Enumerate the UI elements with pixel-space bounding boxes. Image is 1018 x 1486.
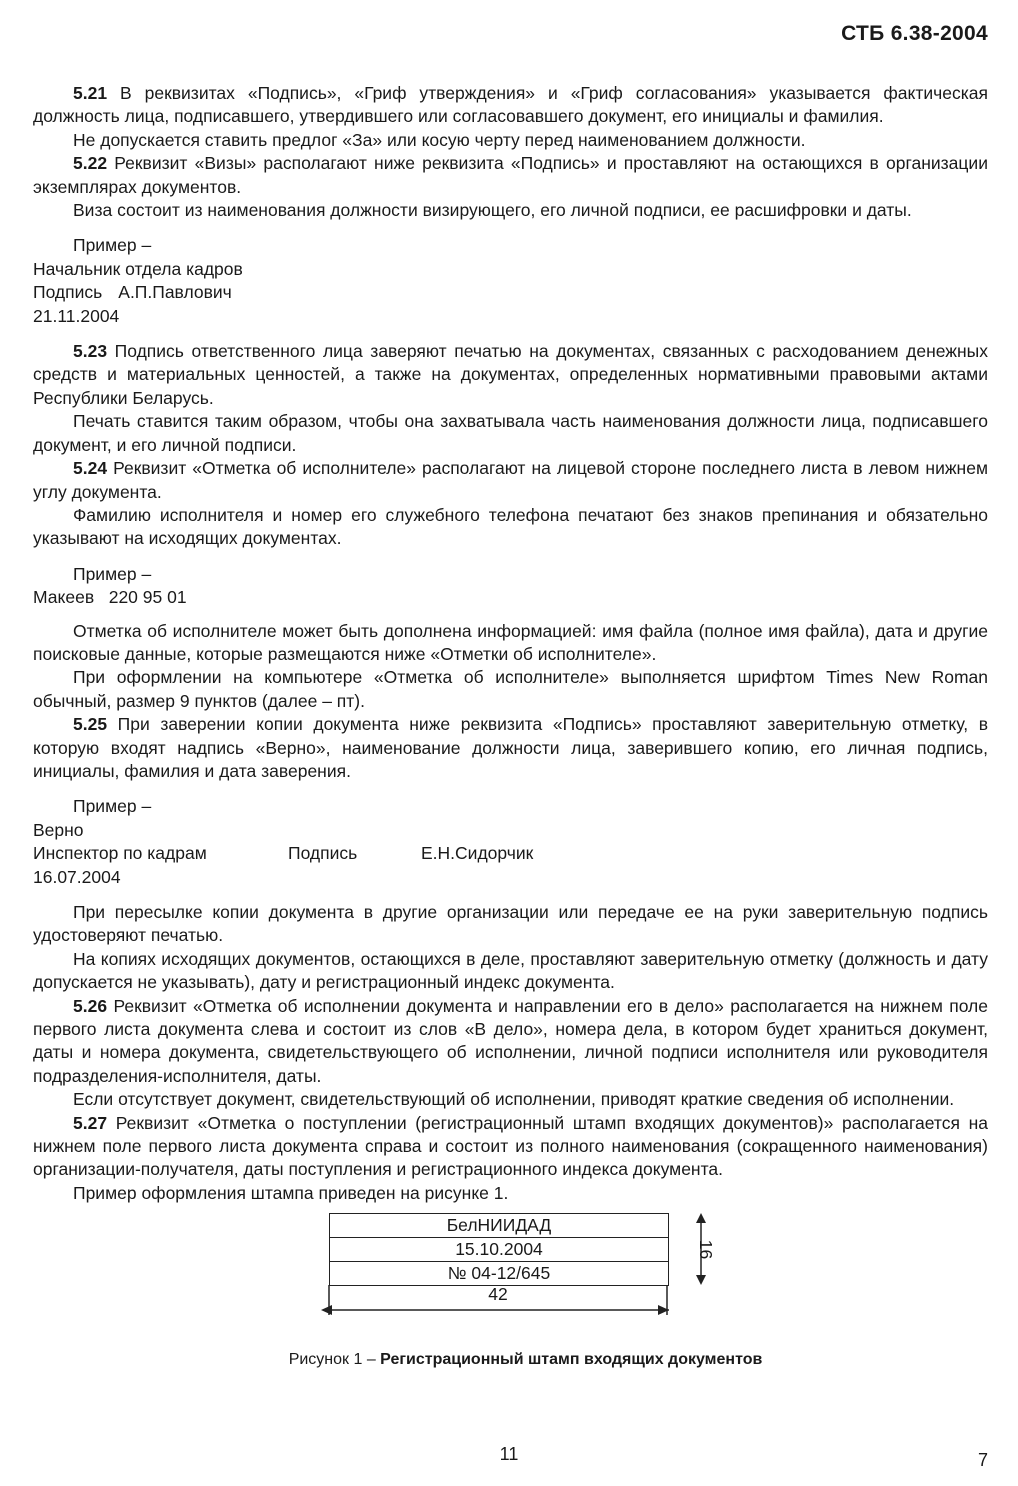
- paragraph-text: В реквизитах «Подпись», «Гриф утверждения» и «Гриф согласования» указывается фактическая должность лица, подписавшего, утвердившего или согласовавшего документ, его инициалы и фамилия.: [33, 83, 988, 127]
- figure-caption: [33, 1351, 988, 1369]
- paragraph-text: Реквизит «Визы» располагают ниже реквизита «Подпись» и проставляют на остающихся в организации экземплярах документов.: [33, 153, 988, 197]
- section-number: 5.26: [73, 995, 108, 1016]
- example-name: А.П.Павлович: [118, 282, 232, 303]
- example-name: Е.Н.Сидорчик: [421, 843, 534, 864]
- paragraph: При оформлении на компьютере «Отметка об исполнителе» выполняется шрифтом Times New Roman обычный, размер 9 пунктов (далее – пт).: [33, 667, 988, 711]
- section-number: 5.23: [73, 341, 108, 362]
- section-number: 5.21: [73, 83, 108, 103]
- section-number: 5.25: [73, 714, 108, 735]
- example-label: Пример –: [73, 796, 152, 817]
- paragraph-5-27: [33, 1112, 988, 1182]
- section-number: 5.27: [73, 1112, 108, 1133]
- example-label: Пример –: [73, 563, 152, 584]
- example-date: 21.11.2004: [33, 305, 120, 326]
- paragraph-text: Реквизит «Отметка об исполнении документа и направлении его в дело» располагается на нижнем поле первого листа документа слева и состоит из слов «В дело», номера дела, в котором будет храниться документ, даты и номера документа, свидетельствующего об исполнении, личной подписи исполнителя или руководителя подразделения-исполнителя, даты.: [33, 995, 988, 1086]
- paragraph: Отметка об исполнителе может быть дополнена информацией: имя файла (полное имя файла), дата и другие поисковые данные, которые размещаются ниже «Отметки об исполнителе».: [33, 620, 988, 664]
- paragraph: Не допускается ставить предлог «За» или косую черту перед наименованием должности.: [73, 129, 806, 150]
- paragraph-5-25: [33, 713, 988, 783]
- paragraph-text: При заверении копии документа ниже реквизита «Подпись» проставляют заверительную отметку, в которую входят надпись «Верно», наименование должности лица, заверившего копию, его личная подпись, инициалы, фамилия и дата заверения.: [33, 714, 988, 781]
- arrow-up-icon: [696, 1213, 706, 1223]
- example-line: Макеев 220 95 01: [33, 587, 187, 608]
- example-date: 16.07.2004: [33, 866, 121, 887]
- height-label: 16: [696, 1240, 717, 1260]
- paragraph: При пересылке копии документа в другие организации или передаче ее на руки заверительную подпись удостоверяют печатью.: [33, 902, 988, 946]
- example-position: Инспектор по кадрам: [33, 843, 207, 864]
- document-body: [33, 82, 988, 1369]
- example-block: [33, 795, 988, 889]
- example-line: Начальник отдела кадров: [33, 258, 243, 279]
- arrow-down-icon: [696, 1275, 706, 1285]
- caption-title: Регистрационный штамп входящих документов: [380, 1351, 763, 1369]
- example-label: Пример –: [73, 235, 152, 256]
- stamp-date: 15.10.2004: [330, 1238, 668, 1262]
- paragraph-text: Реквизит «Отметка об исполнителе» располагают на лицевой стороне последнего листа в левом нижнем углу документа.: [33, 458, 988, 502]
- example-line: [33, 281, 988, 304]
- sheet-number: 7: [977, 1450, 988, 1470]
- paragraph: Пример оформления штампа приведен на рисунке 1.: [73, 1182, 509, 1203]
- example-sign: Подпись: [288, 843, 358, 864]
- paragraph: Печать ставится таким образом, чтобы она захватывала часть наименования должности лица, подписавшего документ, и его личной подписи.: [33, 411, 988, 455]
- example-line: [33, 842, 988, 865]
- arrow-left-icon: [321, 1305, 332, 1315]
- width-label: 42: [488, 1284, 508, 1305]
- document-code: СТБ 6.38-2004: [841, 22, 988, 45]
- paragraph: Если отсутствует документ, свидетельствующий об исполнении, приводят краткие сведения об исполнении.: [73, 1089, 955, 1110]
- registration-stamp-figure: [33, 1213, 988, 1331]
- paragraph-text: Подпись ответственного лица заверяют печатью на документах, связанных с расходованием денежных средств и материальных ценностей, а также на документах, определенных нормативными правовыми актами Республики Беларусь.: [33, 341, 988, 408]
- paragraph: Фамилию исполнителя и номер его служебного телефона печатают без знаков препинания и обязательно указывают на исходящих документах.: [33, 504, 988, 549]
- example-line: Верно: [33, 819, 84, 840]
- paragraph-5-24: [33, 457, 988, 504]
- stamp-org: БелНИИДАД: [330, 1214, 668, 1238]
- paragraph-5-21: [33, 82, 988, 129]
- example-block: [33, 563, 988, 610]
- paragraph-5-26: [33, 995, 988, 1089]
- page-number: 11: [499, 1444, 519, 1464]
- example-block: [33, 234, 988, 328]
- section-number: 5.22: [73, 153, 108, 174]
- paragraph: Виза состоит из наименования должности визирующего, его личной подписи, ее расшифровки и даты.: [73, 200, 912, 221]
- paragraph: На копиях исходящих документов, остающихся в деле, проставляют заверительную отметку (должность и дату допускается не указывать), дату и регистрационный индекс документа.: [33, 948, 988, 993]
- stamp-index: № 04-12/645: [447, 1263, 551, 1284]
- example-sign: Подпись: [33, 282, 103, 303]
- dimension-lines: [33, 1213, 753, 1331]
- paragraph-text: Реквизит «Отметка о поступлении (регистрационный штамп входящих документов)» располагается на нижнем поле первого листа документа справа и состоит из полного наименования (сокращенного наименования) организации-получателя, даты поступления и регистрационного индекса документа.: [33, 1112, 988, 1180]
- paragraph-5-22: [33, 152, 988, 199]
- paragraph-5-23: [33, 340, 988, 410]
- section-number: 5.24: [73, 458, 108, 479]
- caption-prefix: Рисунок 1 –: [288, 1351, 381, 1369]
